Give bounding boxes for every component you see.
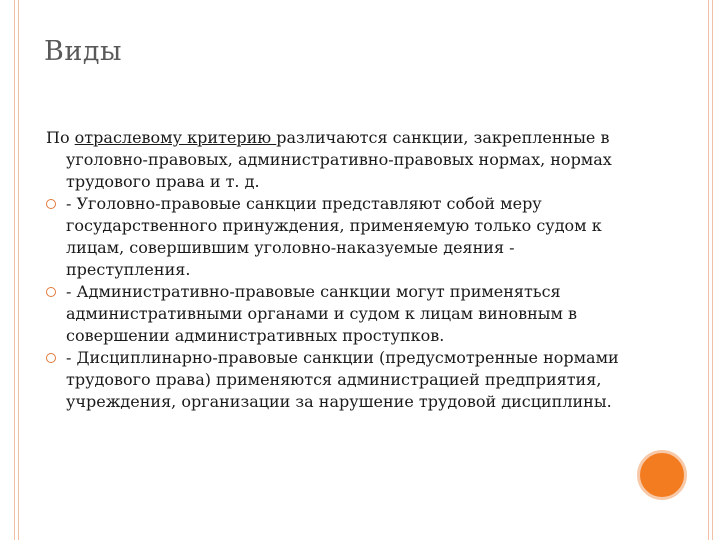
- intro-prefix: По: [46, 128, 75, 147]
- ring-bullet-icon: [46, 353, 56, 363]
- bullet-text: - Дисциплинарно-правовые санкции (предусмотренные нормами трудового права) применяются администрацией предприятия, учреждения, организации за нарушение трудовой дисциплины.: [66, 348, 619, 411]
- intro-paragraph: [46, 127, 626, 193]
- bullet-item-administrative: [46, 281, 626, 347]
- intro-underlined-term: отраслевому критерию: [74, 128, 277, 147]
- orange-circle-icon: [637, 450, 687, 500]
- bullet-item-disciplinary: [46, 347, 626, 413]
- slide-body: [46, 127, 626, 413]
- ring-bullet-icon: [46, 287, 56, 297]
- intro-suffix: различаются санкции, закрепленные в уголовно-правовых, административно-правовых нормах, нормах трудового права и т. д.: [66, 128, 612, 191]
- bullet-item-criminal: [46, 193, 626, 281]
- bullet-text: - Административно-правовые санкции могут применяться административными органами и судом к лицам виновным в совершении административных проступков.: [66, 282, 578, 345]
- bullet-text: - Уголовно-правовые санкции представляют собой меру государственного принуждения, применяемую только судом к лицам, совершившим уголовно-наказуемые деяния - преступления.: [66, 194, 602, 279]
- ring-bullet-icon: [46, 199, 56, 209]
- slide-title: Виды: [44, 36, 122, 67]
